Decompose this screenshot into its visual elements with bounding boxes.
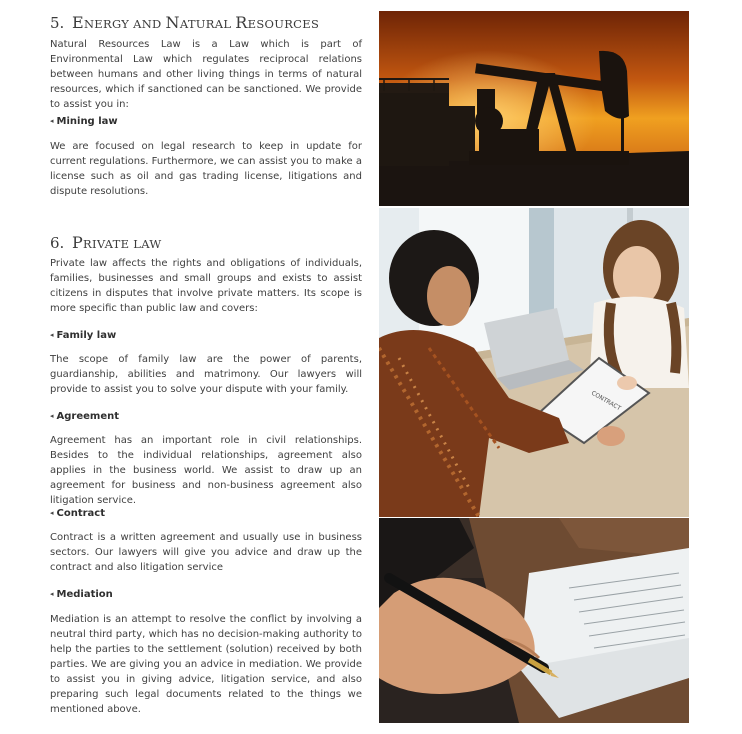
mining-law-text: We are focused on legal research to keep in update for current regulations. Furthermore, we can assist you to make a license such as oil and gas trading license, litigations and dispute resolutions. [50,141,362,197]
section-5-title [72,6,319,34]
section-6-intro: Private law affects the rights and obligations of individuals, families, businesses and small groups and exists to assist citizens in disputes that involve private matters. Its scope is more specific than public law and covers: [50,258,362,314]
signing-document-photo [379,518,689,723]
heading-part: N [165,13,180,32]
agreement-text: Agreement has an important role in civil relationships. Besides to the individual relationships, agreement also applies in the business world. We assist to draw up an agreement for business and non-business agreement also litigation service. [50,435,362,506]
mining-law-subheading [50,114,118,129]
family-law-subheading [50,328,116,343]
heading-part: P [71,233,84,252]
bullet-icon: ◂ [50,117,54,125]
contract-paper-label: CONTRACT [590,389,622,413]
heading-part: RIVATE [83,237,134,251]
section-6-heading [50,226,161,254]
agreement-subheading [50,409,119,424]
mining-law-title: Mining law [56,116,118,127]
section-5-number: 5. [50,14,65,32]
bullet-icon: ◂ [50,590,54,598]
heading-part: ESOURCES [247,17,320,31]
agreement-title: Agreement [56,411,120,422]
bullet-icon: ◂ [50,331,54,339]
contract-subheading [50,506,105,521]
mediation-title: Mediation [56,589,113,600]
heading-part: R [235,13,248,32]
contract-text: Contract is a written agreement and usually use in business sectors. Our lawyers will give you advice and draw up the contract and also litigation service [50,532,362,573]
family-law-text: The scope of family law are the power of parents, guardianship, abilities and matrimony. Our lawyers will provide to assist you to solve your dispute with your family. [50,354,362,395]
mediation-text: Mediation is an attempt to resolve the conflict by involving a neutral third party, which has no decision-making authority to help the parties to the settlement (solution) received by both parties. We are giving you an advice in mediation. We provide to assist you in giving advice, litigation service, and also preparing such legal documents related to the things we mentioned above. [50,614,362,715]
section-5-heading [50,6,319,34]
bullet-icon: ◂ [50,509,54,517]
section-5-intro: Natural Resources Law is a Law which is part of Environmental Law which regulates reciprocal relations between humans and other living things in terms of natural resources, which if sanctioned can be sanctioned. We provide to assist you in: [50,39,362,110]
heading-part: AND [133,17,166,31]
contract-title: Contract [56,508,106,519]
oil-pumpjack-photo [379,11,689,206]
section-6-number: 6. [50,234,65,252]
mediation-subheading [50,587,113,602]
heading-part: LAW [133,237,162,251]
section-6-title [72,226,162,254]
heading-part: ATURAL [179,17,236,31]
family-law-title: Family law [56,330,117,341]
contract-meeting-photo [379,208,689,517]
heading-part: NERGY [83,17,134,31]
heading-part: E [71,13,84,32]
bullet-icon: ◂ [50,412,54,420]
